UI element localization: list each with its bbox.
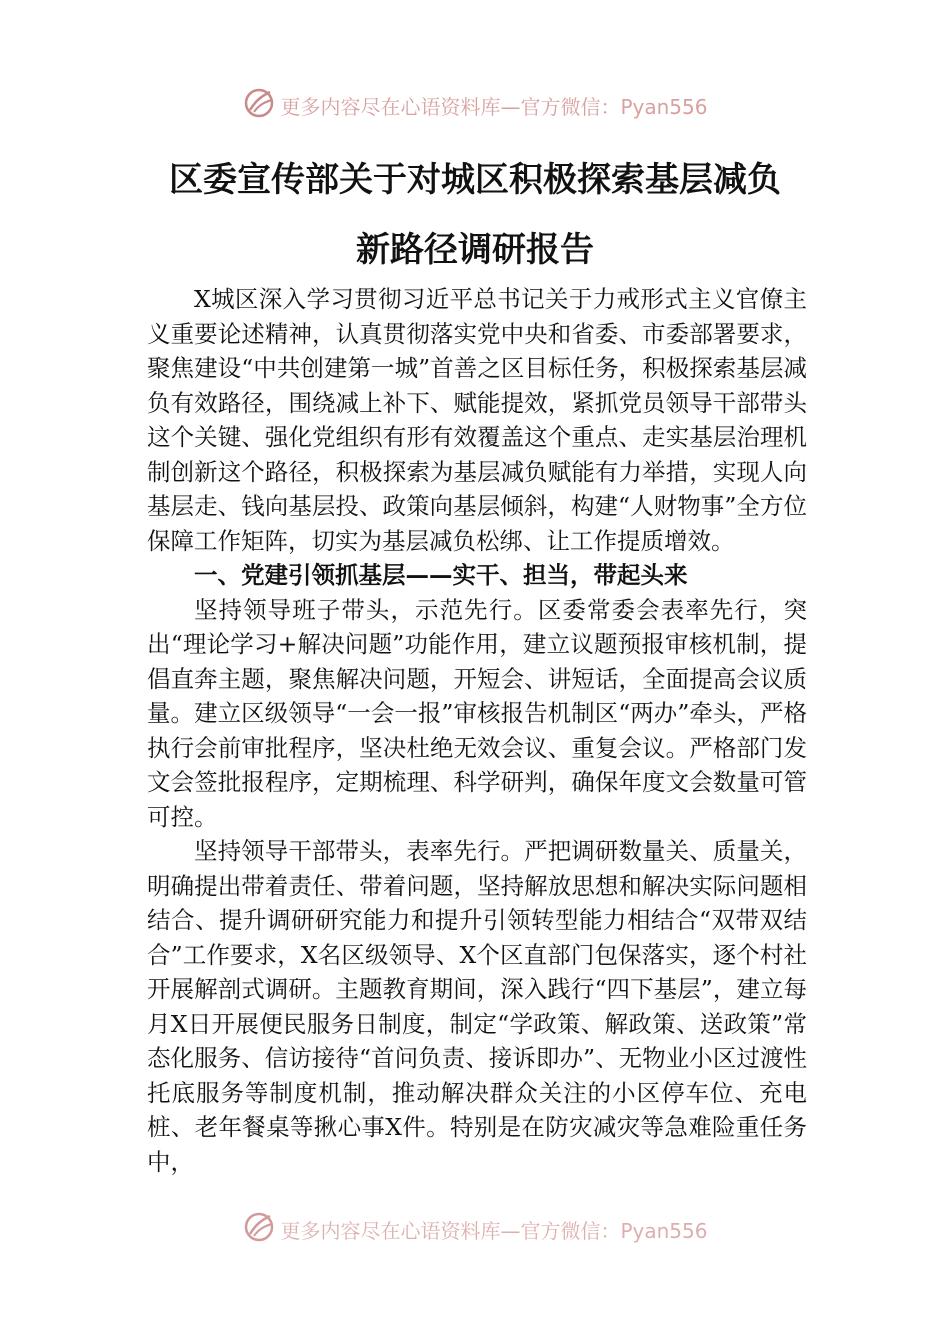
paragraph-leadership: 坚持领导班子带头，示范先行。区委常委会表率先行，突出“理论学习+解决问题”功能作用，建立议题预报审核机制，提倡直奔主题，聚焦解决问题，开短会、讲短话，全面提高会议质量。建立区级领导“一会一报”审核报告机制区“两办”牵头，严格执行会前审批程序，坚决杜绝无效会议、重复会议。严格部门发文会签批报程序，定期梳理、科学研判，确保年度文会数量可管可控。 [147,595,807,831]
watermark-header [0,86,950,125]
document-title-line1: 区委宣传部关于对城区积极探索基层减负 [169,160,781,200]
section-heading-1: 一、党建引领抓基层——实干、担当，带起头来 [194,561,688,589]
watermark-logo-icon [242,86,276,125]
paragraph-intro: X城区深入学习贯彻习近平总书记关于力戒形式主义官僚主义重要论述精神，认真贯彻落实党中央和省委、市委部署要求，聚焦建设“中共创建第一城”首善之区目标任务，积极探索基层减负有效路径，围绕减上补下、赋能提效，紧抓党员领导干部带头这个关键、强化党组织有形有效覆盖这个重点、走实基层治理机制创新这个路径，积极探索为基层减负赋能有力举措，实现人向基层走、钱向基层投、政策向基层倾斜，构建“人财物事”全方位保障工作矩阵，切实为基层减负松绑、让工作提质增效。 [147,285,807,555]
paragraph-cadres: 坚持领导干部带头，表率先行。严把调研数量关、质量关，明确提出带着责任、带着问题，坚持解放思想和解决实际问题相结合、提升调研研究能力和提升引领转型能力相结合“双带双结合”工作要求，X名区级领导、X个区直部门包保落实，逐个村社开展解剖式调研。主题教育期间，深入践行“四下基层”，建立每月X日开展便民服务日制度，制定“学政策、解政策、送政策”常态化服务、信访接待“首问负责、接诉即办”、无物业小区过渡性托底服务等制度机制，推动解决群众关注的小区停车位、充电桩、老年餐桌等揪心事X件。特别是在防灾减灾等急难险重任务中， [147,837,807,1176]
document-title-line2: 新路径调研报告 [356,230,594,270]
watermark-text: 更多内容尽在心语资料库—官方微信：Pyan556 [280,95,708,119]
watermark-footer [0,1210,950,1249]
document-body [147,282,807,1179]
watermark-logo-icon [242,1210,276,1249]
watermark-text: 更多内容尽在心语资料库—官方微信：Pyan556 [280,1219,708,1243]
